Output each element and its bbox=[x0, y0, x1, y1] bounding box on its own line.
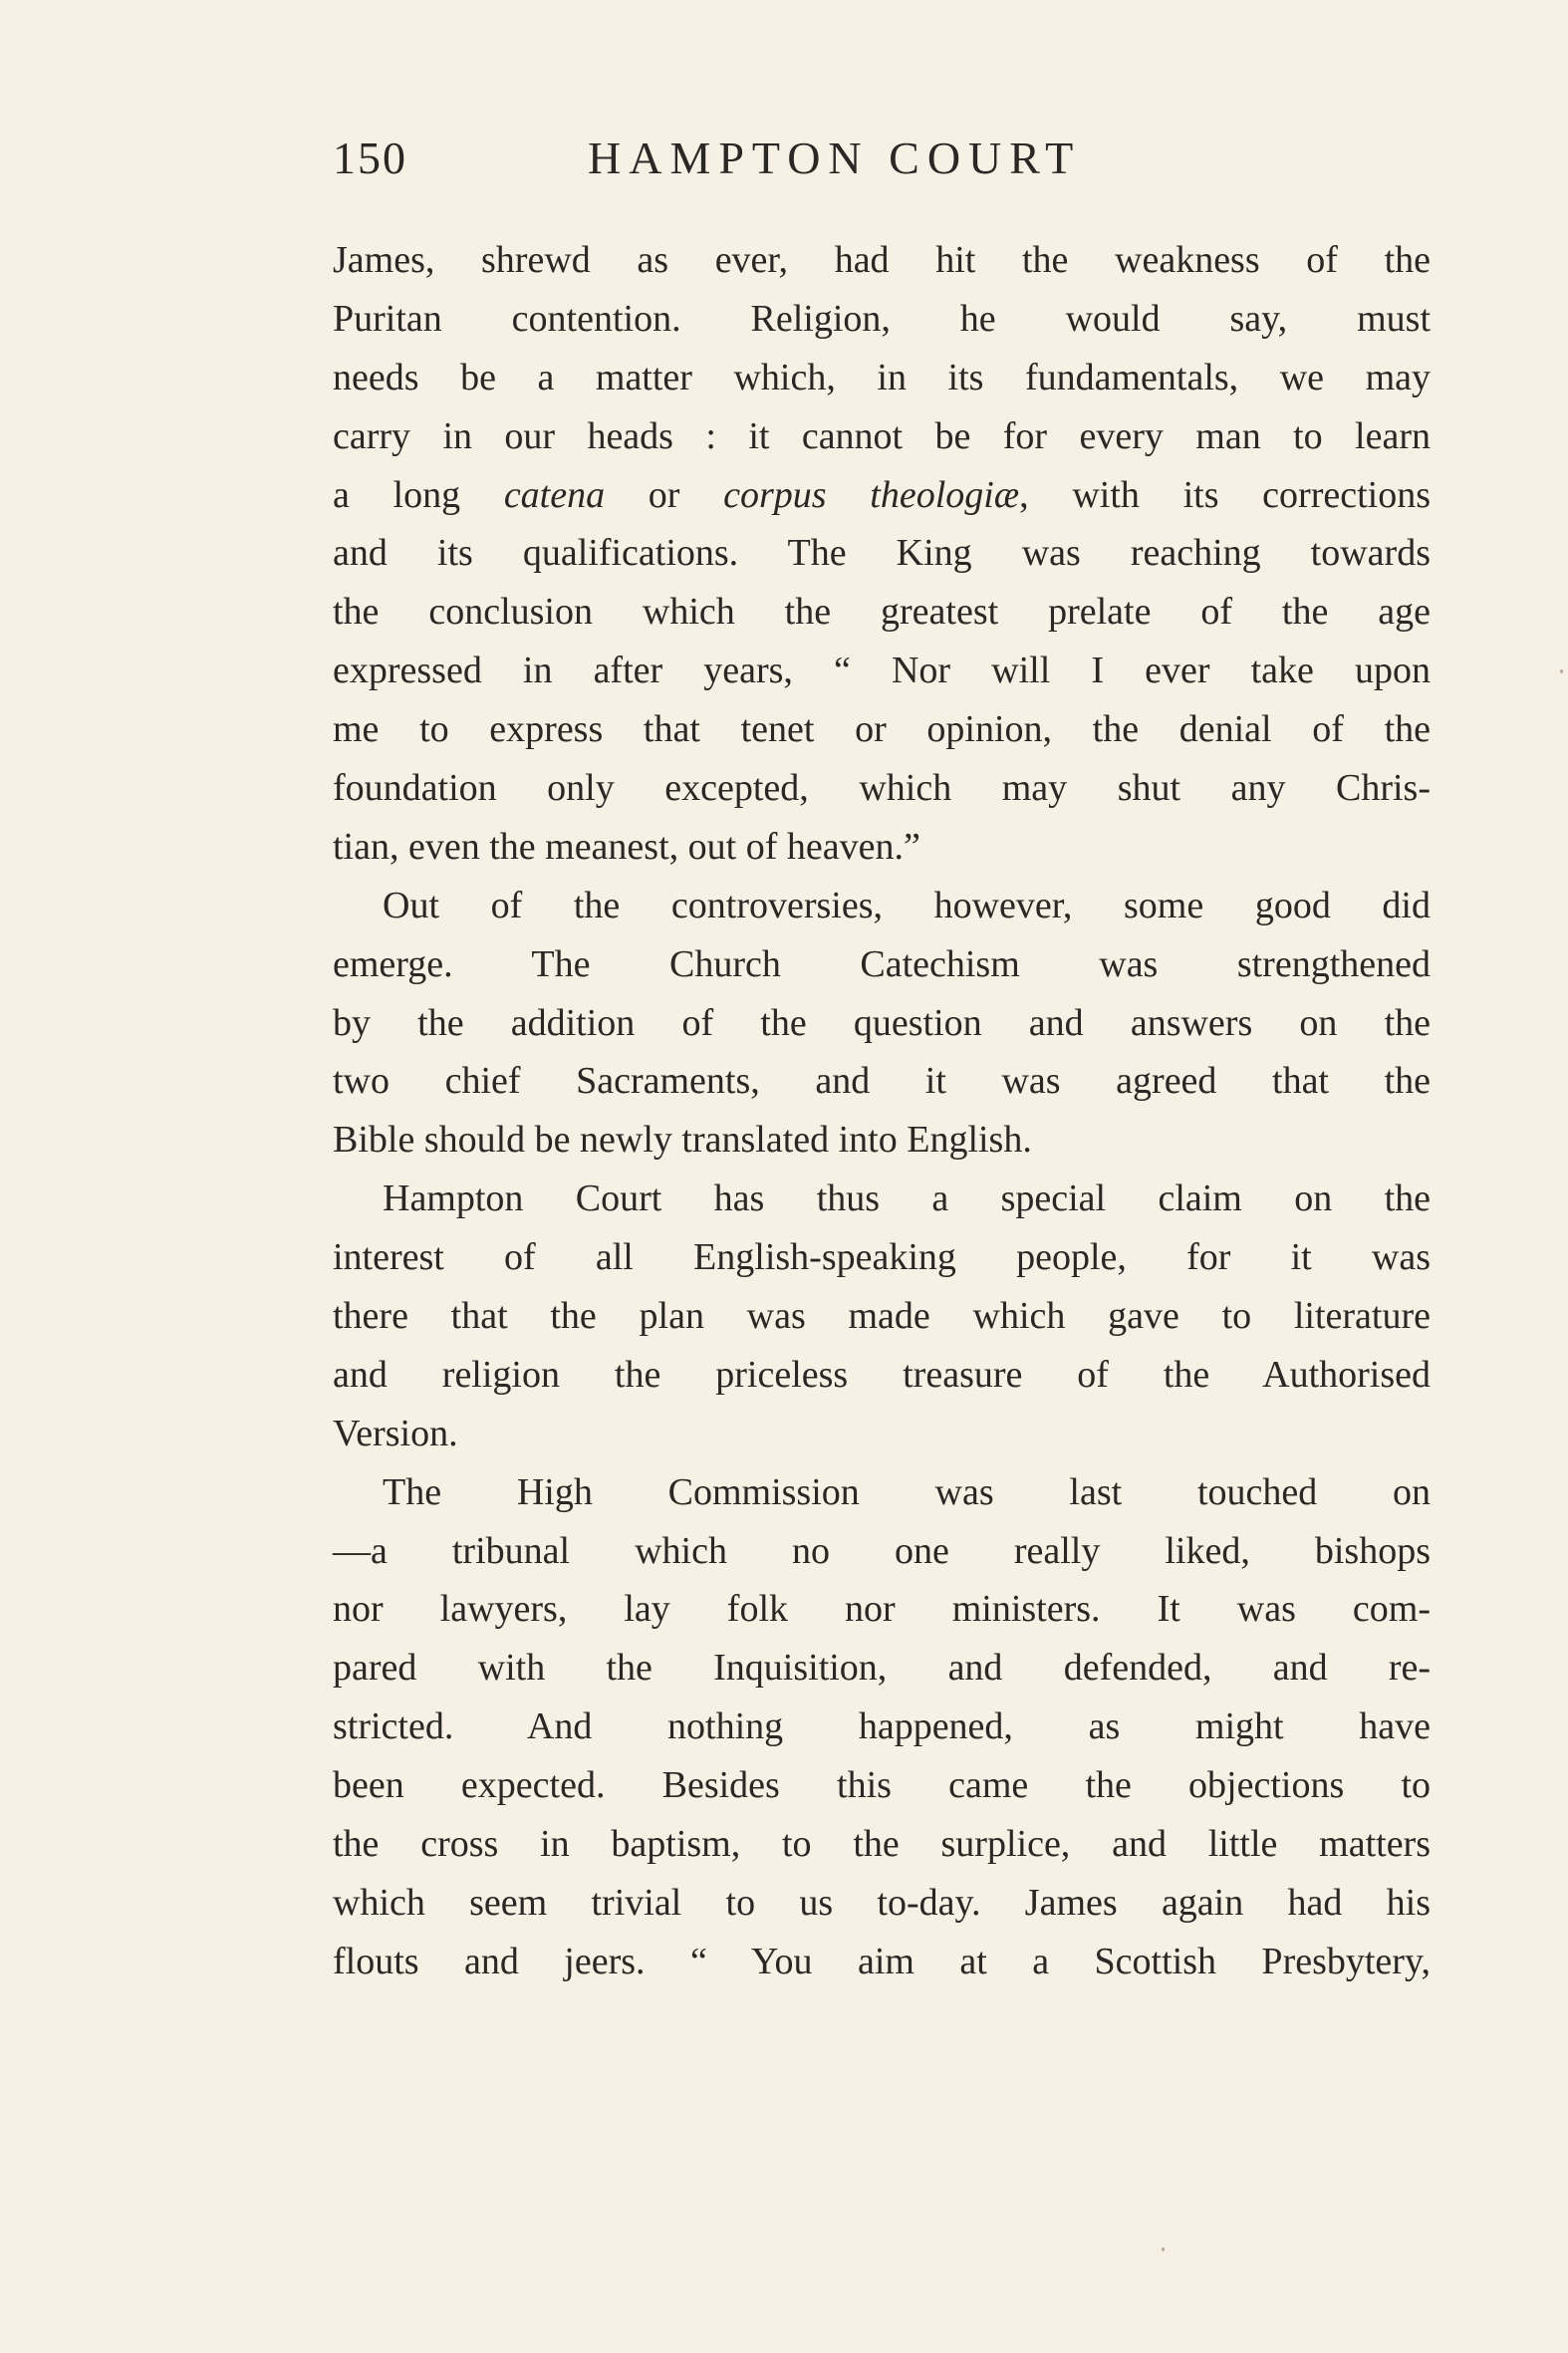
text-line: tian, even the meanest, out of heaven.” bbox=[333, 825, 920, 868]
text-line: The High Commission was last touched on bbox=[383, 1470, 1431, 1513]
text-line: stricted. And nothing happened, as might have bbox=[333, 1705, 1431, 1748]
text-line: there that the plan was made which gave to literature bbox=[333, 1295, 1431, 1338]
italic-term: corpus theologiæ bbox=[723, 473, 1020, 516]
text-line: —a tribunal which no one really liked, bishops bbox=[333, 1529, 1431, 1572]
text-line: pared with the Inquisition, and defended, and re- bbox=[333, 1647, 1431, 1690]
text-line: Bible should be newly translated into English. bbox=[333, 1119, 1032, 1162]
text-line: Out of the controversies, however, some good did bbox=[383, 884, 1431, 926]
text-line: interest of all English-speaking people, for it was bbox=[333, 1236, 1431, 1279]
text-line: emerge. The Church Catechism was strengthened bbox=[333, 942, 1431, 985]
text-line: carry in our heads : it cannot be for every man to learn bbox=[333, 414, 1431, 457]
text-line: by the addition of the question and answers on the bbox=[333, 1001, 1431, 1044]
text-line: flouts and jeers. “ You aim at a Scottish Presbytery, bbox=[333, 1940, 1431, 1982]
text-line: the cross in baptism, to the surplice, and little matters bbox=[333, 1823, 1431, 1866]
text-line: nor lawyers, lay folk nor ministers. It was com- bbox=[333, 1588, 1431, 1631]
italic-term: catena bbox=[503, 473, 606, 516]
page-number: 150 bbox=[333, 132, 407, 183]
text-line: me to express that tenet or opinion, the denial of the bbox=[333, 708, 1431, 751]
text-line: Version. bbox=[333, 1412, 458, 1454]
text-line: Hampton Court has thus a special claim on the bbox=[383, 1177, 1431, 1220]
text-line: two chief Sacraments, and it was agreed that the bbox=[333, 1060, 1431, 1103]
body-text bbox=[333, 231, 1431, 1991]
text-line: been expected. Besides this came the objections to bbox=[333, 1764, 1431, 1807]
paper-speck bbox=[1162, 2247, 1165, 2251]
text-line: needs be a matter which, in its fundamentals, we may bbox=[333, 356, 1431, 398]
running-head: HAMPTON COURT bbox=[588, 132, 1082, 183]
text-line: Puritan contention. Religion, he would say, must bbox=[333, 297, 1431, 340]
text-line: James, shrewd as ever, had hit the weakness of the bbox=[333, 239, 1431, 281]
text-line: expressed in after years, “ Nor will I ever take upon bbox=[333, 650, 1431, 692]
text-line: which seem trivial to us to-day. James again had his bbox=[333, 1881, 1431, 1924]
text-line: foundation only excepted, which may shut any Chris- bbox=[333, 767, 1431, 810]
text-line: and religion the priceless treasure of the Authorised bbox=[333, 1353, 1431, 1396]
text-line: the conclusion which the greatest prelate of the age bbox=[333, 591, 1431, 634]
text-line: a long catena or corpus theologiæ, with its corrections bbox=[333, 473, 1431, 516]
paper-speck bbox=[1560, 669, 1563, 673]
text-line: and its qualifications. The King was reaching towards bbox=[333, 532, 1431, 575]
